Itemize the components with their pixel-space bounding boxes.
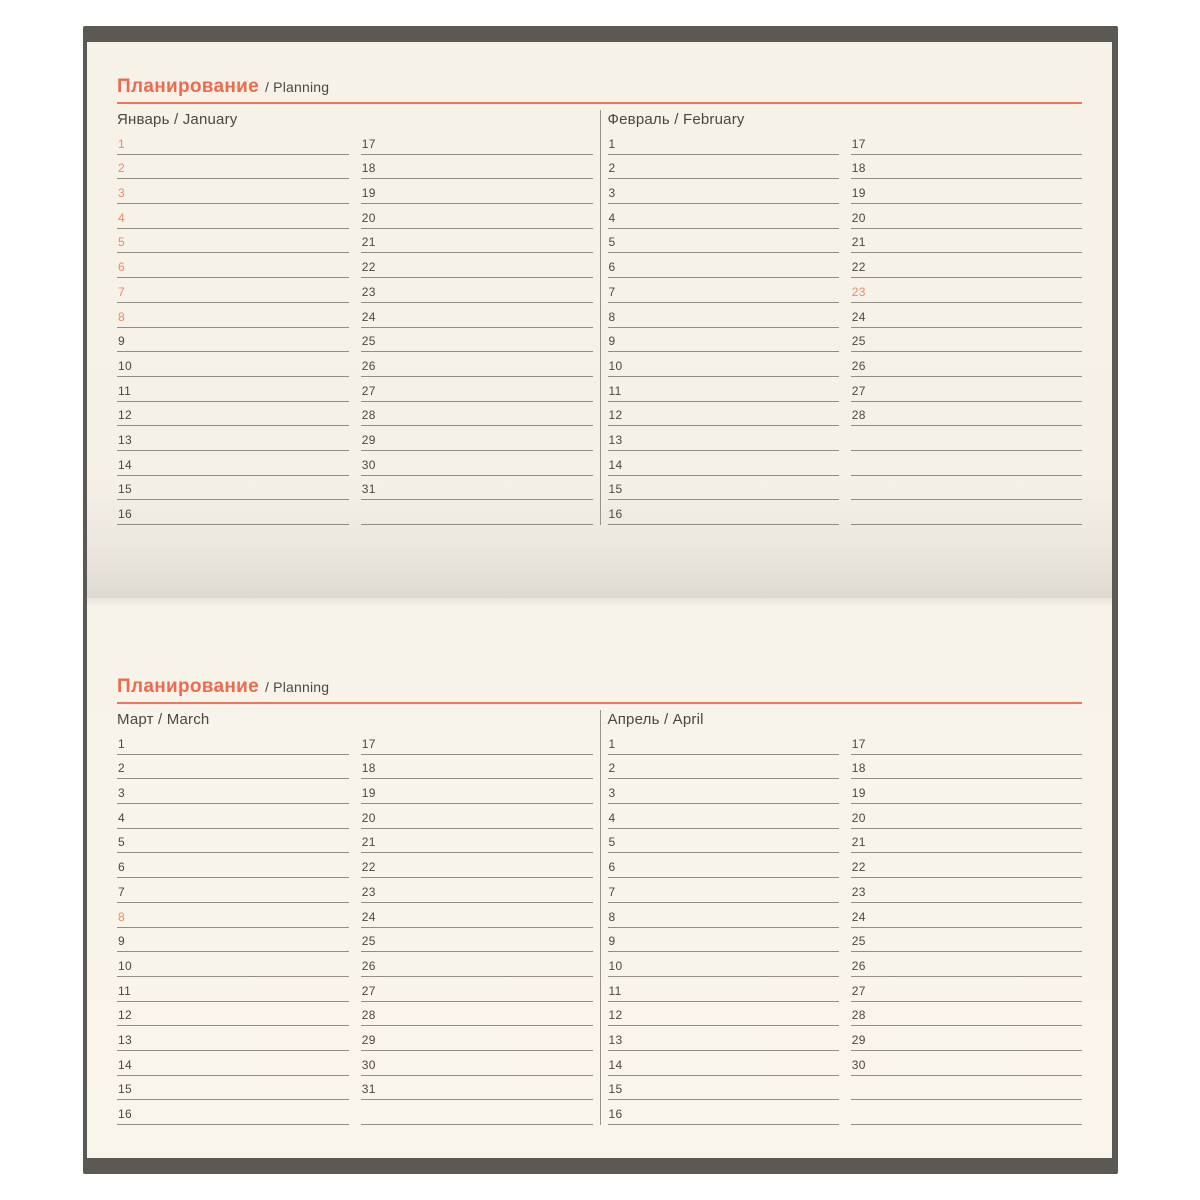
day-row xyxy=(361,977,593,1002)
day-row xyxy=(361,878,593,903)
day-number: 4 xyxy=(118,210,125,225)
day-number: 21 xyxy=(851,235,866,250)
day-row xyxy=(361,204,593,229)
day-number: 6 xyxy=(608,860,616,875)
day-row xyxy=(851,204,1082,229)
page-title-ru: Планирование xyxy=(117,76,259,97)
day-row xyxy=(851,903,1082,928)
blank-row xyxy=(851,426,1082,451)
day-number: 4 xyxy=(118,810,125,825)
day-number: 8 xyxy=(608,309,616,324)
day-number: 3 xyxy=(608,186,616,201)
day-row xyxy=(851,804,1082,829)
day-number: 29 xyxy=(361,432,376,447)
day-number: 6 xyxy=(118,860,125,875)
day-number xyxy=(851,520,852,524)
blank-row xyxy=(851,476,1082,501)
months-row-mar-apr xyxy=(117,710,1082,1125)
day-row xyxy=(608,804,839,829)
day-row xyxy=(851,928,1082,953)
day-row xyxy=(608,730,839,755)
day-number: 13 xyxy=(608,432,623,447)
day-number: 30 xyxy=(361,457,376,472)
day-row xyxy=(608,426,839,451)
day-number: 15 xyxy=(608,482,623,497)
day-row xyxy=(608,1051,839,1076)
day-row xyxy=(851,155,1082,180)
day-row xyxy=(361,1076,593,1101)
day-row xyxy=(361,328,593,353)
day-number: 17 xyxy=(851,736,866,751)
day-number: 25 xyxy=(361,934,376,949)
day-row xyxy=(608,278,839,303)
day-row xyxy=(117,1002,349,1027)
day-row xyxy=(608,1100,839,1125)
day-row xyxy=(117,1100,349,1125)
day-row xyxy=(851,878,1082,903)
day-number: 18 xyxy=(361,761,376,776)
day-number: 15 xyxy=(608,1082,623,1097)
page-title-en: / Planning xyxy=(264,79,330,95)
day-number: 15 xyxy=(118,1082,132,1097)
blank-row xyxy=(851,500,1082,525)
day-number: 20 xyxy=(361,810,376,825)
day-row xyxy=(361,130,593,155)
day-row xyxy=(851,1026,1082,1051)
planner-sheet-top xyxy=(87,42,1112,598)
day-row xyxy=(361,377,593,402)
day-row xyxy=(608,779,839,804)
day-number: 4 xyxy=(608,810,616,825)
day-number: 12 xyxy=(608,408,623,423)
day-number: 20 xyxy=(851,810,866,825)
day-number: 23 xyxy=(361,884,376,899)
day-row xyxy=(851,977,1082,1002)
day-row xyxy=(608,500,839,525)
day-number: 16 xyxy=(118,507,132,521)
day-row xyxy=(361,253,593,278)
day-number: 24 xyxy=(361,909,376,924)
day-number: 1 xyxy=(608,136,616,151)
day-number: 3 xyxy=(118,186,125,201)
day-number: 28 xyxy=(361,1008,376,1023)
day-row xyxy=(851,1051,1082,1076)
day-number: 11 xyxy=(118,983,132,998)
day-number: 13 xyxy=(118,432,132,447)
page-title xyxy=(117,42,1082,100)
day-number xyxy=(851,446,852,450)
blank-row xyxy=(851,1100,1082,1125)
day-row xyxy=(117,878,349,903)
day-number: 15 xyxy=(118,482,132,497)
day-number: 6 xyxy=(608,260,616,275)
title-rule xyxy=(117,102,1082,104)
day-row xyxy=(851,377,1082,402)
day-row xyxy=(117,402,349,427)
blank-row xyxy=(361,1100,593,1125)
day-number: 16 xyxy=(608,1107,623,1121)
day-number: 26 xyxy=(851,358,866,373)
day-row xyxy=(361,1026,593,1051)
day-number: 1 xyxy=(118,136,125,151)
day-row xyxy=(117,352,349,377)
day-row xyxy=(608,179,839,204)
day-row xyxy=(361,426,593,451)
day-number: 7 xyxy=(608,284,616,299)
day-number: 12 xyxy=(608,1008,623,1023)
day-number: 24 xyxy=(851,909,866,924)
day-row xyxy=(851,278,1082,303)
day-row xyxy=(851,179,1082,204)
day-number: 13 xyxy=(608,1032,623,1047)
day-row xyxy=(851,730,1082,755)
day-number: 26 xyxy=(361,958,376,973)
day-row xyxy=(117,1076,349,1101)
day-row xyxy=(117,829,349,854)
day-number: 29 xyxy=(851,1032,866,1047)
day-number: 17 xyxy=(361,136,376,151)
page-title-ru: Планирование xyxy=(117,676,259,697)
day-row xyxy=(361,829,593,854)
day-row xyxy=(117,903,349,928)
day-number: 18 xyxy=(851,161,866,176)
day-number: 9 xyxy=(118,934,125,949)
day-number: 14 xyxy=(608,457,623,472)
day-number: 27 xyxy=(851,983,866,998)
months-row-jan-feb xyxy=(117,110,1082,525)
day-number: 24 xyxy=(361,309,376,324)
day-row xyxy=(117,377,349,402)
day-number: 31 xyxy=(361,482,376,497)
day-row xyxy=(851,328,1082,353)
day-number: 22 xyxy=(851,260,866,275)
day-row xyxy=(117,278,349,303)
day-number: 19 xyxy=(851,186,866,201)
day-number: 22 xyxy=(851,860,866,875)
day-row xyxy=(117,179,349,204)
month-title: Март / March xyxy=(117,711,210,728)
day-row xyxy=(851,352,1082,377)
day-number xyxy=(851,471,852,475)
day-number: 25 xyxy=(851,334,866,349)
day-row xyxy=(851,853,1082,878)
day-number: 16 xyxy=(608,507,623,521)
day-number: 8 xyxy=(608,909,616,924)
day-number: 2 xyxy=(608,161,616,176)
day-number: 4 xyxy=(608,210,616,225)
day-row xyxy=(851,829,1082,854)
month-section xyxy=(117,110,600,525)
day-grid xyxy=(608,130,1083,525)
day-row xyxy=(117,1026,349,1051)
day-number: 14 xyxy=(118,1057,132,1072)
day-row xyxy=(361,303,593,328)
day-number: 3 xyxy=(118,786,125,801)
day-number: 2 xyxy=(608,761,616,776)
day-number: 14 xyxy=(118,457,132,472)
day-number: 10 xyxy=(118,958,132,973)
day-row xyxy=(117,328,349,353)
day-number: 20 xyxy=(361,210,376,225)
day-grid xyxy=(117,130,593,525)
day-row xyxy=(608,1076,839,1101)
day-number: 25 xyxy=(361,334,376,349)
day-row xyxy=(361,155,593,180)
day-row xyxy=(361,278,593,303)
day-row xyxy=(608,1002,839,1027)
month-title: Апрель / April xyxy=(607,711,704,728)
day-number: 17 xyxy=(851,136,866,151)
day-number: 27 xyxy=(361,383,376,398)
day-row xyxy=(361,1002,593,1027)
day-number: 20 xyxy=(851,210,866,225)
day-row xyxy=(117,977,349,1002)
day-grid xyxy=(608,730,1083,1125)
day-number: 18 xyxy=(851,761,866,776)
day-row xyxy=(117,426,349,451)
day-row xyxy=(608,328,839,353)
day-row xyxy=(608,903,839,928)
day-number: 9 xyxy=(608,934,616,949)
day-number: 7 xyxy=(118,284,125,299)
day-number: 1 xyxy=(118,736,125,751)
day-number: 5 xyxy=(118,835,125,850)
page-title xyxy=(117,598,1082,700)
day-row xyxy=(361,755,593,780)
day-number: 6 xyxy=(118,260,125,275)
day-row xyxy=(117,730,349,755)
day-row xyxy=(361,853,593,878)
day-number: 11 xyxy=(608,383,622,398)
day-row xyxy=(608,755,839,780)
month-section xyxy=(117,710,600,1125)
day-row xyxy=(608,155,839,180)
day-number: 28 xyxy=(851,408,866,423)
day-number: 12 xyxy=(118,1008,132,1023)
day-row xyxy=(608,977,839,1002)
day-row xyxy=(361,451,593,476)
day-number: 2 xyxy=(118,761,125,776)
day-number: 23 xyxy=(851,284,866,299)
day-number: 30 xyxy=(851,1057,866,1072)
day-number: 17 xyxy=(361,736,376,751)
day-number: 8 xyxy=(118,909,125,924)
day-row xyxy=(608,377,839,402)
day-number xyxy=(851,1095,852,1099)
day-number: 21 xyxy=(361,235,376,250)
blank-row xyxy=(361,500,593,525)
day-row xyxy=(361,903,593,928)
day-number: 2 xyxy=(118,161,125,176)
day-number: 30 xyxy=(361,1057,376,1072)
day-number: 18 xyxy=(361,161,376,176)
day-row xyxy=(851,402,1082,427)
day-number: 16 xyxy=(118,1107,132,1121)
day-number: 9 xyxy=(118,334,125,349)
blank-row xyxy=(851,1076,1082,1101)
day-row xyxy=(117,204,349,229)
day-row xyxy=(608,476,839,501)
day-row xyxy=(117,253,349,278)
day-row xyxy=(851,1002,1082,1027)
day-row xyxy=(117,952,349,977)
day-row xyxy=(851,253,1082,278)
day-number: 11 xyxy=(118,383,132,398)
blank-row xyxy=(851,451,1082,476)
day-number: 28 xyxy=(851,1008,866,1023)
day-row xyxy=(361,402,593,427)
day-row xyxy=(608,229,839,254)
day-number: 5 xyxy=(608,835,616,850)
day-row xyxy=(117,451,349,476)
day-row xyxy=(361,730,593,755)
month-section xyxy=(600,110,1083,525)
day-number: 3 xyxy=(608,786,616,801)
day-number: 21 xyxy=(361,835,376,850)
day-number: 23 xyxy=(851,884,866,899)
day-row xyxy=(851,952,1082,977)
day-row xyxy=(608,451,839,476)
day-row xyxy=(608,878,839,903)
day-row xyxy=(361,952,593,977)
day-row xyxy=(117,853,349,878)
day-number: 5 xyxy=(608,235,616,250)
day-number: 5 xyxy=(118,235,125,250)
day-number: 12 xyxy=(118,408,132,423)
day-number: 22 xyxy=(361,860,376,875)
day-row xyxy=(608,1026,839,1051)
day-row xyxy=(361,179,593,204)
day-number: 25 xyxy=(851,934,866,949)
day-grid xyxy=(117,730,593,1125)
day-row xyxy=(361,476,593,501)
day-row xyxy=(608,130,839,155)
day-number: 24 xyxy=(851,309,866,324)
day-number: 19 xyxy=(851,786,866,801)
day-number: 11 xyxy=(608,983,622,998)
day-row xyxy=(361,229,593,254)
day-row xyxy=(851,779,1082,804)
day-number: 26 xyxy=(361,358,376,373)
day-number: 21 xyxy=(851,835,866,850)
day-row xyxy=(117,804,349,829)
day-row xyxy=(117,1051,349,1076)
day-row xyxy=(361,804,593,829)
day-number: 7 xyxy=(608,884,616,899)
day-number: 10 xyxy=(118,358,132,373)
day-row xyxy=(117,928,349,953)
day-row xyxy=(608,303,839,328)
day-number: 27 xyxy=(851,383,866,398)
day-row xyxy=(117,779,349,804)
day-row xyxy=(608,402,839,427)
day-number: 22 xyxy=(361,260,376,275)
day-number: 27 xyxy=(361,983,376,998)
day-number: 8 xyxy=(118,309,125,324)
day-row xyxy=(608,253,839,278)
day-row xyxy=(851,130,1082,155)
day-number xyxy=(851,1120,852,1124)
day-number: 14 xyxy=(608,1057,623,1072)
day-row xyxy=(851,303,1082,328)
title-rule xyxy=(117,702,1082,704)
day-row xyxy=(361,779,593,804)
day-row xyxy=(117,130,349,155)
day-row xyxy=(608,829,839,854)
month-title: Январь / January xyxy=(117,111,238,128)
day-number: 23 xyxy=(361,284,376,299)
planner-page xyxy=(87,42,1112,1158)
day-row xyxy=(117,155,349,180)
day-number: 10 xyxy=(608,958,623,973)
day-number xyxy=(851,495,852,499)
month-title: Февраль / February xyxy=(607,111,745,128)
month-section xyxy=(600,710,1083,1125)
day-number: 7 xyxy=(118,884,125,899)
day-number: 28 xyxy=(361,408,376,423)
day-number xyxy=(361,1120,362,1124)
planner-sheet-bottom xyxy=(87,598,1112,1158)
day-number: 9 xyxy=(608,334,616,349)
day-row xyxy=(608,928,839,953)
day-row xyxy=(361,928,593,953)
day-row xyxy=(117,500,349,525)
day-number: 31 xyxy=(361,1082,376,1097)
day-row xyxy=(608,352,839,377)
day-number xyxy=(361,520,362,524)
day-row xyxy=(117,476,349,501)
day-number: 10 xyxy=(608,358,623,373)
day-number: 13 xyxy=(118,1032,132,1047)
day-row xyxy=(117,755,349,780)
day-number: 19 xyxy=(361,186,376,201)
day-row xyxy=(117,303,349,328)
day-row xyxy=(608,952,839,977)
page-title-en: / Planning xyxy=(264,679,330,695)
day-number: 19 xyxy=(361,786,376,801)
day-number: 29 xyxy=(361,1032,376,1047)
day-row xyxy=(117,229,349,254)
day-number: 26 xyxy=(851,958,866,973)
day-row xyxy=(608,204,839,229)
day-row xyxy=(361,352,593,377)
day-row xyxy=(608,853,839,878)
day-number: 1 xyxy=(608,736,616,751)
day-row xyxy=(361,1051,593,1076)
day-row xyxy=(851,229,1082,254)
day-row xyxy=(851,755,1082,780)
